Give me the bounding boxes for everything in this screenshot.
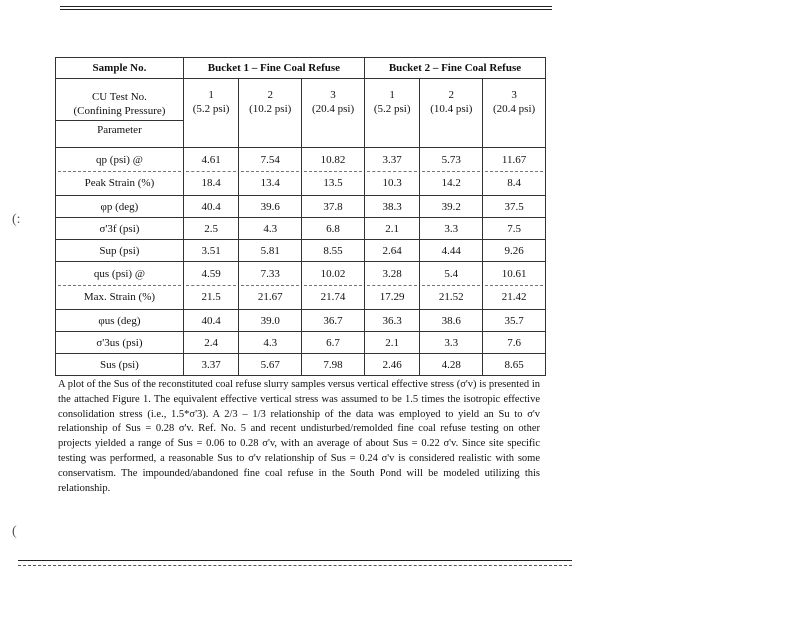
phi-p-row	[56, 196, 546, 218]
test-pressure: (5.2 psi)	[373, 103, 411, 115]
test-number: 1	[389, 89, 395, 101]
phi-us-value: 36.3	[364, 310, 419, 332]
bottom-rule	[18, 560, 572, 561]
phi-p-value: 39.6	[239, 196, 302, 218]
sig3-value: 4.3	[239, 218, 302, 240]
qus-value: 3.28	[382, 268, 402, 280]
sig3us-label: σ'3us (psi)	[56, 332, 184, 354]
phi-us-value: 35.7	[483, 310, 546, 332]
phi-p-value: 40.4	[183, 196, 238, 218]
phi-us-label: φus (deg)	[56, 310, 184, 332]
sig3us-value: 6.7	[302, 332, 365, 354]
sus-value: 5.67	[239, 354, 302, 376]
test-cell	[483, 79, 546, 148]
qus-value: 4.59	[201, 268, 221, 280]
qp-label	[56, 148, 184, 196]
bottom-rule-2	[18, 565, 572, 566]
test-number: 2	[267, 89, 273, 101]
sig3-value: 3.3	[420, 218, 483, 240]
group1-header: Bucket 1 – Fine Coal Refuse	[183, 58, 364, 79]
sig3us-value: 2.1	[364, 332, 419, 354]
qus-label	[56, 262, 184, 310]
scan-artifact: (:	[12, 212, 21, 227]
qp-value: 4.61	[201, 154, 221, 166]
sup-value: 2.64	[364, 240, 419, 262]
sup-value: 8.55	[302, 240, 365, 262]
sig3-value: 2.5	[183, 218, 238, 240]
qp-cell	[183, 148, 238, 196]
sig3us-row	[56, 332, 546, 354]
qus-cell	[239, 262, 302, 310]
top-rule	[60, 6, 552, 7]
qus-cell	[302, 262, 365, 310]
phi-p-value: 39.2	[420, 196, 483, 218]
sig3-value: 7.5	[483, 218, 546, 240]
parameter-label: Parameter	[56, 120, 183, 137]
qus-row	[56, 262, 546, 310]
qus-cell	[183, 262, 238, 310]
qus-cell	[483, 262, 546, 310]
qp-cell	[364, 148, 419, 196]
test-label-cell	[56, 79, 184, 148]
qus-cell	[420, 262, 483, 310]
qus-value: 5.4	[444, 268, 459, 280]
sig3-label: σ'3f (psi)	[56, 218, 184, 240]
qp-cell	[302, 148, 365, 196]
max-strain-value: 21.74	[304, 285, 362, 308]
qp-value: 7.54	[260, 154, 280, 166]
qus-cell	[364, 262, 419, 310]
test-cell	[183, 79, 238, 148]
sup-value: 5.81	[239, 240, 302, 262]
max-strain-value: 17.29	[367, 285, 417, 308]
test-results-table	[55, 57, 546, 376]
sig3-row	[56, 218, 546, 240]
qp-label-a: qp (psi) @	[96, 154, 143, 166]
qp-row	[56, 148, 546, 196]
peak-strain-value: 8.4	[485, 171, 543, 194]
test-pressure: (10.2 psi)	[249, 103, 292, 115]
test-number: 3	[511, 89, 517, 101]
sus-row	[56, 354, 546, 376]
test-number: 1	[208, 89, 214, 101]
peak-strain-value: 13.4	[241, 171, 299, 194]
group2-header: Bucket 2 – Fine Coal Refuse	[364, 58, 545, 79]
peak-strain-value: 18.4	[186, 171, 236, 194]
sup-value: 9.26	[483, 240, 546, 262]
test-cell	[420, 79, 483, 148]
sig3us-value: 3.3	[420, 332, 483, 354]
phi-p-value: 37.8	[302, 196, 365, 218]
sig3-value: 6.8	[302, 218, 365, 240]
phi-p-value: 38.3	[364, 196, 419, 218]
test-number: 2	[448, 89, 455, 101]
max-strain-value: 21.67	[241, 285, 299, 308]
qp-value: 5.73	[441, 154, 461, 166]
qp-value: 10.82	[320, 154, 346, 166]
qp-cell	[483, 148, 546, 196]
sup-row	[56, 240, 546, 262]
qp-label-b: Peak Strain (%)	[58, 171, 181, 194]
test-pressure: (10.4 psi)	[430, 103, 473, 115]
max-strain-value: 21.5	[186, 285, 236, 308]
phi-us-value: 39.0	[239, 310, 302, 332]
phi-us-row	[56, 310, 546, 332]
phi-us-value: 40.4	[183, 310, 238, 332]
sig3us-value: 7.6	[483, 332, 546, 354]
sus-value: 2.46	[364, 354, 419, 376]
phi-p-value: 37.5	[483, 196, 546, 218]
test-label-1: CU Test No.	[91, 90, 147, 103]
phi-p-label: φp (deg)	[56, 196, 184, 218]
max-strain-value: 21.42	[485, 285, 543, 308]
sig3us-value: 4.3	[239, 332, 302, 354]
top-rule-2	[60, 9, 552, 10]
qp-value: 3.37	[382, 154, 402, 166]
test-pressure: (20.4 psi)	[493, 103, 536, 115]
sus-value: 4.28	[420, 354, 483, 376]
sup-value: 4.44	[420, 240, 483, 262]
sus-value: 7.98	[302, 354, 365, 376]
sig3us-value: 2.4	[183, 332, 238, 354]
qp-cell	[420, 148, 483, 196]
sample-label: Sample No.	[56, 58, 184, 79]
sup-value: 3.51	[183, 240, 238, 262]
sus-value: 3.37	[183, 354, 238, 376]
test-cell	[302, 79, 365, 148]
qp-value: 11.67	[501, 154, 527, 166]
sus-value: 8.65	[483, 354, 546, 376]
peak-strain-value: 13.5	[304, 171, 362, 194]
qus-value: 10.61	[501, 268, 527, 280]
scan-artifact: (	[12, 524, 17, 539]
qus-value: 10.02	[320, 268, 346, 280]
max-strain-value: 21.52	[422, 285, 480, 308]
header-row	[56, 58, 546, 79]
peak-strain-value: 14.2	[422, 171, 480, 194]
test-label-2: (Confining Pressure)	[73, 104, 166, 117]
qus-label-b: Max. Strain (%)	[58, 285, 181, 308]
peak-strain-value: 10.3	[367, 171, 417, 194]
qus-label-a: qus (psi) @	[93, 268, 145, 280]
test-pressure: (5.2 psi)	[192, 103, 230, 115]
phi-us-value: 36.7	[302, 310, 365, 332]
sus-label: Sus (psi)	[56, 354, 184, 376]
test-number: 3	[330, 89, 336, 101]
test-cell	[239, 79, 302, 148]
sig3-value: 2.1	[364, 218, 419, 240]
body-paragraph: A plot of the Sus of the reconstituted coal refuse slurry samples versus vertical effective stress (σ'v) is presented in the attached Figure 1. The equivalent effective vertical stress was assumed to be 1.5 times the isotropic effective consolidation stress (i.e., 1.5*σ'3). A 2/3 – 1/3 relationship of the data was employed to yield an Su to σ'v relationship of Sus = 0.28 σ'v. Ref. No. 5 and recent undisturbed/remolded fine coal refuse testing on other projects yielded a range of Sus = 0.06 to 0.28 σ'v, with an average of about Sus = 0.22 σ'v. Since site specific testing was performed, a reasonable Sus to σ'v relationship of Sus = 0.24 σ'v is considered realistic with some conservatism. The impounded/abandoned fine coal refuse in the South Pond will be modeled utilizing this relationship.	[58, 379, 540, 494]
qus-value: 7.33	[260, 268, 280, 280]
test-cell	[364, 79, 419, 148]
phi-us-value: 38.6	[420, 310, 483, 332]
test-pressure: (20.4 psi)	[311, 103, 355, 115]
sup-label: Sup (psi)	[56, 240, 184, 262]
qp-cell	[239, 148, 302, 196]
